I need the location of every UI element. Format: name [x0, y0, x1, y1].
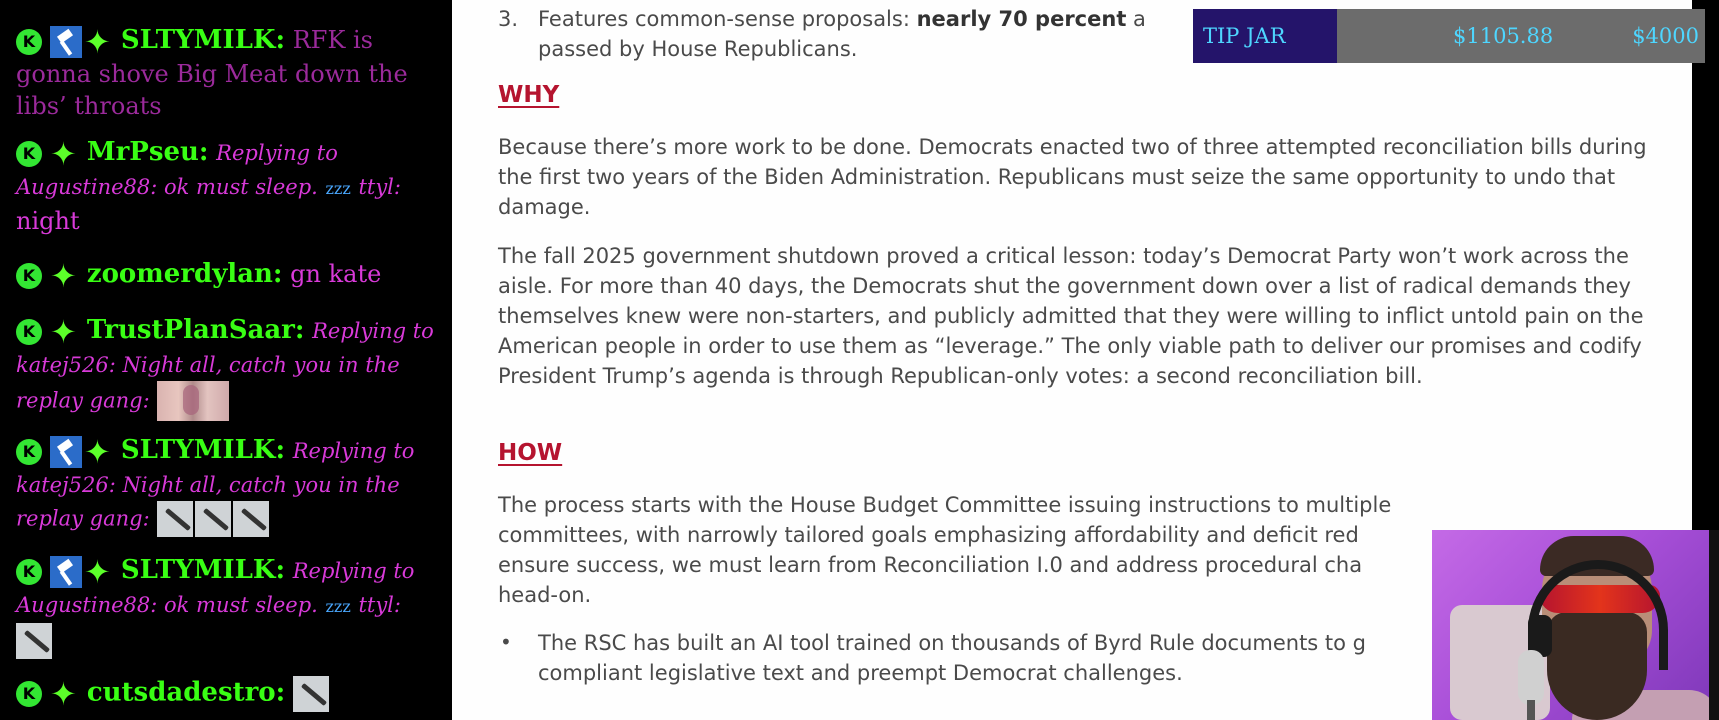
- section-heading-how: HOW: [498, 440, 563, 466]
- gavel-icon: [50, 26, 82, 58]
- k-badge-icon: K: [16, 29, 42, 55]
- gavel-icon: [50, 436, 82, 468]
- k-badge-icon: K: [16, 141, 42, 167]
- knife-emote: [16, 623, 52, 659]
- chat-text-cont: ttyl:: [358, 592, 401, 617]
- tip-jar-label: TIP JAR: [1193, 9, 1337, 63]
- k-badge-icon: K: [16, 559, 42, 585]
- section-heading-why: WHY: [498, 82, 560, 108]
- chat-text: Replying to Augustine88: ok must sleep.: [16, 141, 338, 199]
- gavel-icon: [50, 556, 82, 588]
- paragraph: The process starts with the House Budget Committee issuing instructions to multiple committees, with narrowly tailored goals emphasizing affordability and deficit red ensure success, we must learn from Reconciliation I.0 and address procedural cha head-on.: [498, 493, 1392, 607]
- sparkle-icon: ✦: [84, 432, 111, 471]
- sparkle-icon: ✦: [84, 22, 111, 61]
- paragraph: Because there’s more work to be done. Democrats enacted two of three attempted reconciliation bills during the first two years of the Biden Administration. Republicans must seize the same opportunity to undo that damage.: [498, 135, 1647, 219]
- list-item-text: Features common-sense proposals: nearly 70 percent a passed by House Republicans.: [538, 7, 1146, 61]
- zzz-icon: zzz: [325, 596, 351, 616]
- chat-text-cont: ttyl:: [358, 174, 401, 199]
- chat-message: [16, 434, 442, 537]
- chat-text: Replying to Augustine88: ok must sleep.: [16, 559, 415, 617]
- sparkle-icon: ✦: [50, 675, 77, 713]
- k-badge-icon: K: [16, 319, 42, 345]
- chat-text: Replying to katej526: Night all, catch you in the replay gang:: [16, 319, 434, 412]
- chat-text: gn kate: [290, 260, 382, 288]
- chat-message: [16, 554, 442, 659]
- chat-text: RFK is gonna shove Big Meat down the libs’ throats: [16, 26, 408, 120]
- streamer-webcam: [1432, 530, 1719, 720]
- knife-emote: [233, 501, 269, 537]
- chat-message: [16, 136, 442, 237]
- knife-emote: [293, 676, 329, 712]
- sparkle-icon: ✦: [50, 312, 77, 351]
- knife-emote: [195, 501, 231, 537]
- photo-emote: [157, 381, 229, 421]
- chat-text-tail: night: [16, 206, 80, 235]
- k-badge-icon: K: [16, 263, 42, 289]
- chat-username[interactable]: zoomerdylan:: [86, 259, 283, 289]
- k-badge-icon: K: [16, 681, 42, 707]
- chat-username[interactable]: SLTYMILK:: [120, 435, 286, 465]
- knife-emote: [157, 501, 193, 537]
- zzz-icon: zzz: [325, 178, 351, 198]
- sparkle-icon: ✦: [84, 552, 111, 591]
- chat-message: [16, 676, 442, 712]
- paragraph: The fall 2025 government shutdown proved a critical lesson: today’s Democrat Party won’t work across the aisle. For more than 40 days, the Democrats shut the government down over a list of radical demands they themselves knew were non-starters, and publicly admitted that they were willing to inflict untold pain on the American people in order to use them as “leverage.” The only viable path to deliver our promises and codify President Trump’s agenda is through Republican-only votes: a second reconciliation bill.: [498, 244, 1644, 388]
- tip-jar-current: $1105.88: [1453, 24, 1554, 48]
- chat-message: [16, 256, 442, 295]
- tip-jar-widget: [1193, 9, 1705, 63]
- chat-message: [16, 314, 442, 421]
- k-badge-icon: K: [16, 439, 42, 465]
- chat-username[interactable]: SLTYMILK:: [120, 25, 286, 55]
- microphone-icon: [1518, 650, 1544, 705]
- list-number: 3.: [498, 7, 519, 31]
- chat-username[interactable]: cutsdadestro:: [86, 677, 286, 708]
- chat-username[interactable]: TrustPlanSaar:: [86, 315, 305, 345]
- chat-username[interactable]: MrPseu:: [86, 137, 209, 167]
- sparkle-icon: ✦: [50, 256, 77, 295]
- chat-panel: [0, 0, 452, 720]
- chat-username[interactable]: SLTYMILK:: [120, 555, 286, 585]
- sparkle-icon: ✦: [50, 134, 77, 173]
- bullet-text: The RSC has built an AI tool trained on thousands of Byrd Rule documents to g compliant legislative text and preempt Democrat challenges.: [538, 631, 1367, 685]
- tip-jar-goal: $4000: [1632, 24, 1699, 48]
- bullet: •: [500, 630, 512, 654]
- chat-text: Replying to katej526: Night all, catch you in the replay gang:: [16, 439, 415, 530]
- chat-message: [16, 24, 442, 122]
